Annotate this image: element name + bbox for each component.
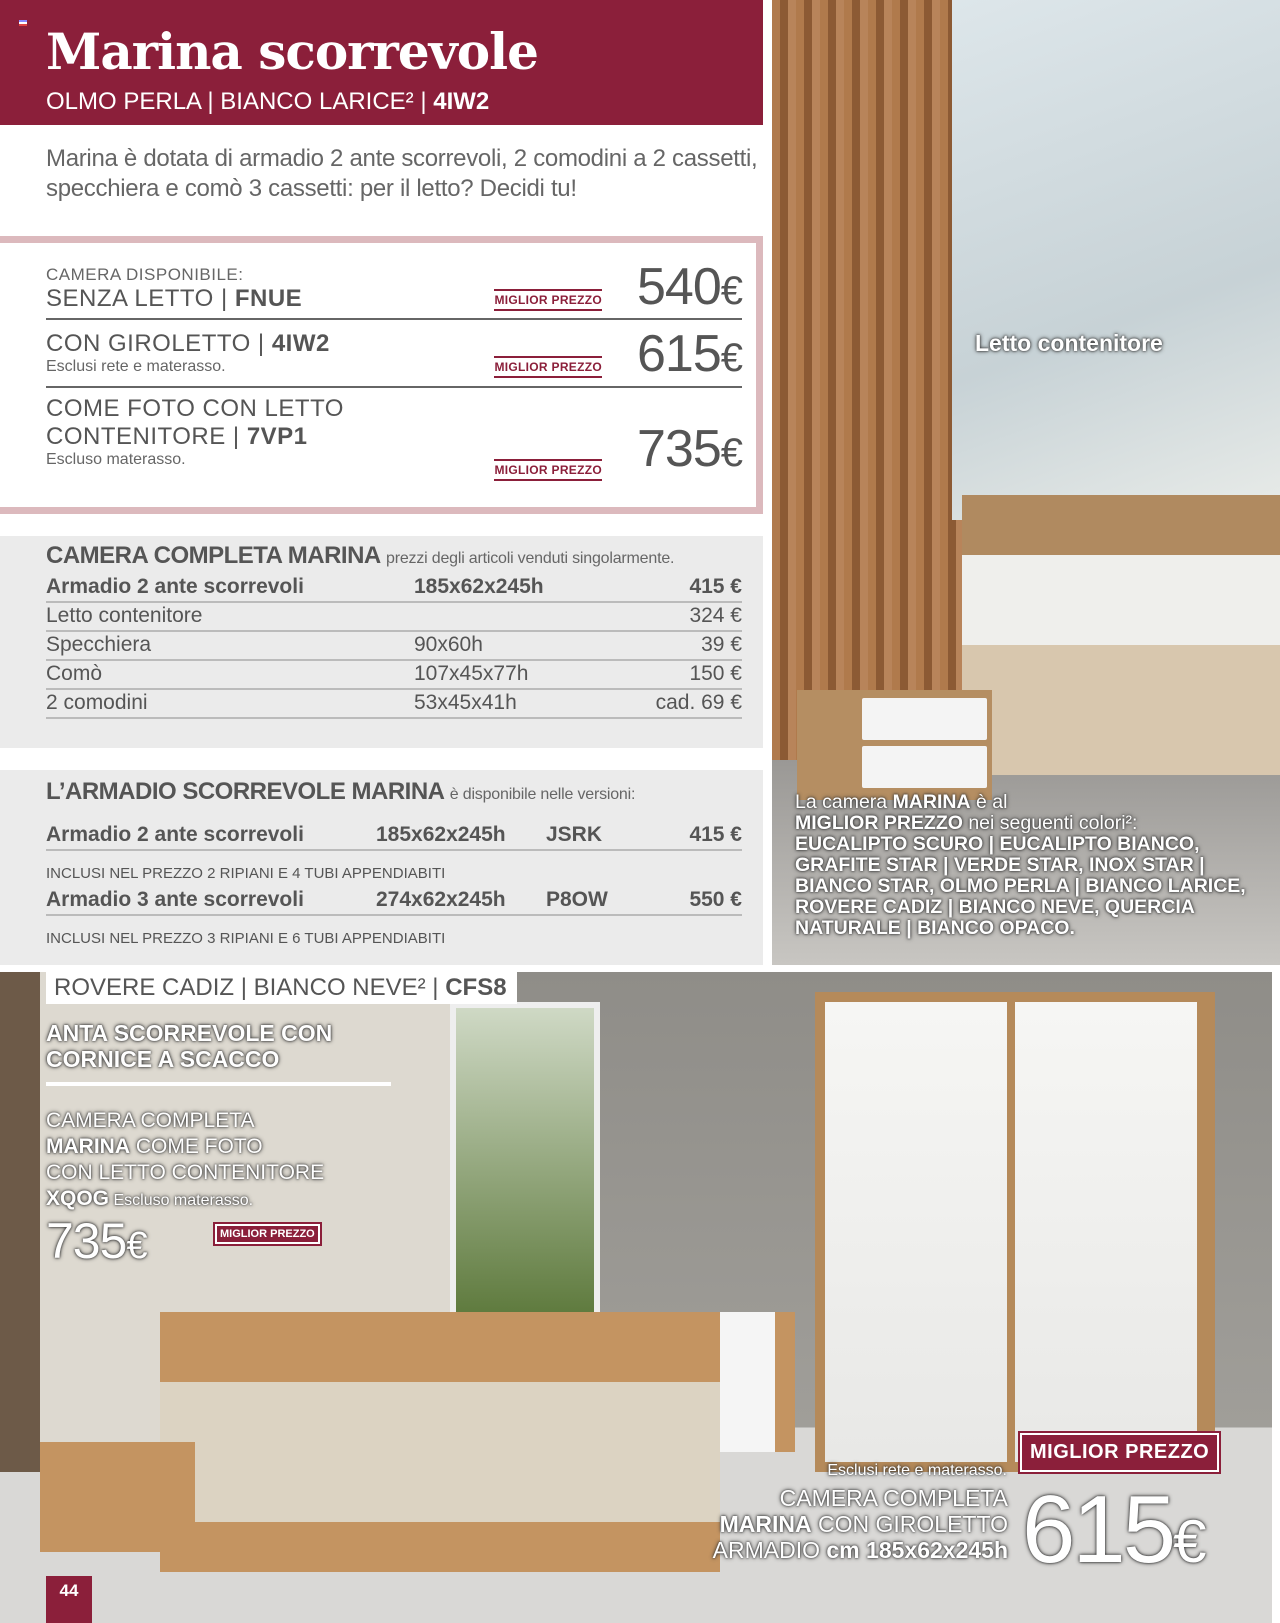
section-title: CAMERA COMPLETA MARINA prezzi degli articoli venduti singolarmente. xyxy=(46,542,675,569)
cell-dims: 107x45x77h xyxy=(414,662,529,685)
table-row xyxy=(46,661,742,690)
row-code: FNUE xyxy=(234,285,303,312)
price-row xyxy=(46,322,742,388)
row-label: CONTENITORE | xyxy=(46,423,247,450)
cell-name: 2 comodini xyxy=(46,691,148,714)
row-note: Escluso materasso. xyxy=(46,451,186,468)
best-price-badge: MIGLIOR PREZZO xyxy=(494,289,602,311)
table-row: Armadio 3 ante scorrevoli 274x62x245h P8OW 550 € xyxy=(46,887,742,916)
colors-text: La camera MARINA è al MIGLIOR PREZZO nei seguenti colori²: EUCALIPTO SCURO | EUCALIPTO BIANCO, GRAFITE STAR | VERDE STAR, INOX STAR | BIANCO STAR, OLMO PERLA | BIANCO LARICE, ROVERE CADIZ | BIANCO NEVE, QUERCIA NATURALE | BIANCO OPACO. xyxy=(795,791,1246,939)
best-price-badge: MIGLIOR PREZZO xyxy=(1020,1433,1219,1472)
best-price-badge: MIGLIOR PREZZO xyxy=(215,1224,320,1244)
cell-dims: 90x60h xyxy=(414,633,483,656)
row-label: SENZA LETTO | xyxy=(46,285,235,312)
photo-caption: Letto contenitore xyxy=(975,330,1163,356)
row-code: 4IW2 xyxy=(271,330,330,357)
price-row xyxy=(46,258,742,320)
nightstand-image xyxy=(40,1442,195,1552)
cell-price: 150 € xyxy=(689,662,742,685)
section-title: L’ARMADIO SCORREVOLE MARINA è disponibile nelle versioni: xyxy=(46,778,636,805)
cell-name: Comò xyxy=(46,662,103,685)
cell-name: Armadio 2 ante scorrevoli xyxy=(46,575,304,598)
page-subtitle xyxy=(46,88,489,116)
nightstand-image xyxy=(797,690,992,800)
page-number: 44 xyxy=(46,1576,92,1623)
description: Marina è dotata di armadio 2 ante scorrevoli, 2 comodini a 2 cassetti, specchiera e comò 3 cassetti: per il letto? Decidi tu! xyxy=(46,145,758,202)
table-row xyxy=(46,574,742,603)
offer-price: 735€ xyxy=(46,1213,147,1269)
bed-image xyxy=(962,495,1280,775)
row-price: 735€ xyxy=(636,420,742,478)
camera-completa-panel xyxy=(0,536,763,748)
row-price: 540€ xyxy=(636,258,742,316)
page-title: Marina scorrevole xyxy=(46,22,538,81)
cell-name: Letto contenitore xyxy=(46,604,203,627)
price-box xyxy=(0,236,763,514)
row-note: Esclusi rete e materasso. xyxy=(46,358,226,375)
offer-text: CAMERA COMPLETA MARINA COME FOTO CON LETTO CONTENITORE XQOG Escluso materasso. xyxy=(46,1109,325,1210)
flag-icon xyxy=(19,20,27,26)
best-price-badge: MIGLIOR PREZZO xyxy=(494,459,602,481)
finish-names: OLMO PERLA | BIANCO LARICE² | xyxy=(46,88,434,115)
offer-text: CAMERA COMPLETA MARINA CON GIROLETTO ARMADIO cm 185x62x245h xyxy=(712,1485,1008,1563)
feature-caption: ANTA SCORREVOLE CON CORNICE A SCACCO xyxy=(46,1020,391,1086)
variant-label: ROVERE CADIZ | BIANCO NEVE² | CFS8 xyxy=(46,972,517,1004)
price-row xyxy=(46,395,742,505)
table-row: Armadio 2 ante scorrevoli 185x62x245h JSRK 415 € xyxy=(46,822,742,851)
cell-price: 324 € xyxy=(689,604,742,627)
row-label: COME FOTO CON LETTO xyxy=(46,395,344,422)
cell-dims: 185x62x245h xyxy=(414,575,544,598)
wardrobe-image xyxy=(815,992,1215,1472)
best-price-badge: MIGLIOR PREZZO xyxy=(494,356,602,378)
row-note: INCLUSI NEL PREZZO 3 RIPIANI E 6 TUBI APPENDIABITI xyxy=(46,930,446,947)
row-price: 615€ xyxy=(636,325,742,383)
window-image xyxy=(450,1002,600,1322)
price-intro: CAMERA DISPONIBILE: xyxy=(46,265,244,284)
cell-price: 39 € xyxy=(701,633,742,656)
table-row xyxy=(46,690,742,719)
cell-price: 415 € xyxy=(689,575,742,598)
table-row xyxy=(46,603,742,632)
armadio-panel xyxy=(0,770,763,965)
offer-note: Esclusi rete e materasso. xyxy=(827,1462,1007,1479)
row-note: INCLUSI NEL PREZZO 2 RIPIANI E 4 TUBI APPENDIABITI xyxy=(46,865,446,882)
row-label: CON GIROLETTO | xyxy=(46,330,272,357)
cell-dims: 53x45x41h xyxy=(414,691,517,714)
row-code: 7VP1 xyxy=(246,423,308,450)
offer-price: 615€ xyxy=(1022,1476,1204,1583)
cell-name: Specchiera xyxy=(46,633,152,656)
product-code: 4IW2 xyxy=(433,88,490,115)
cell-price: cad. 69 € xyxy=(655,691,742,714)
table-row xyxy=(46,632,742,661)
